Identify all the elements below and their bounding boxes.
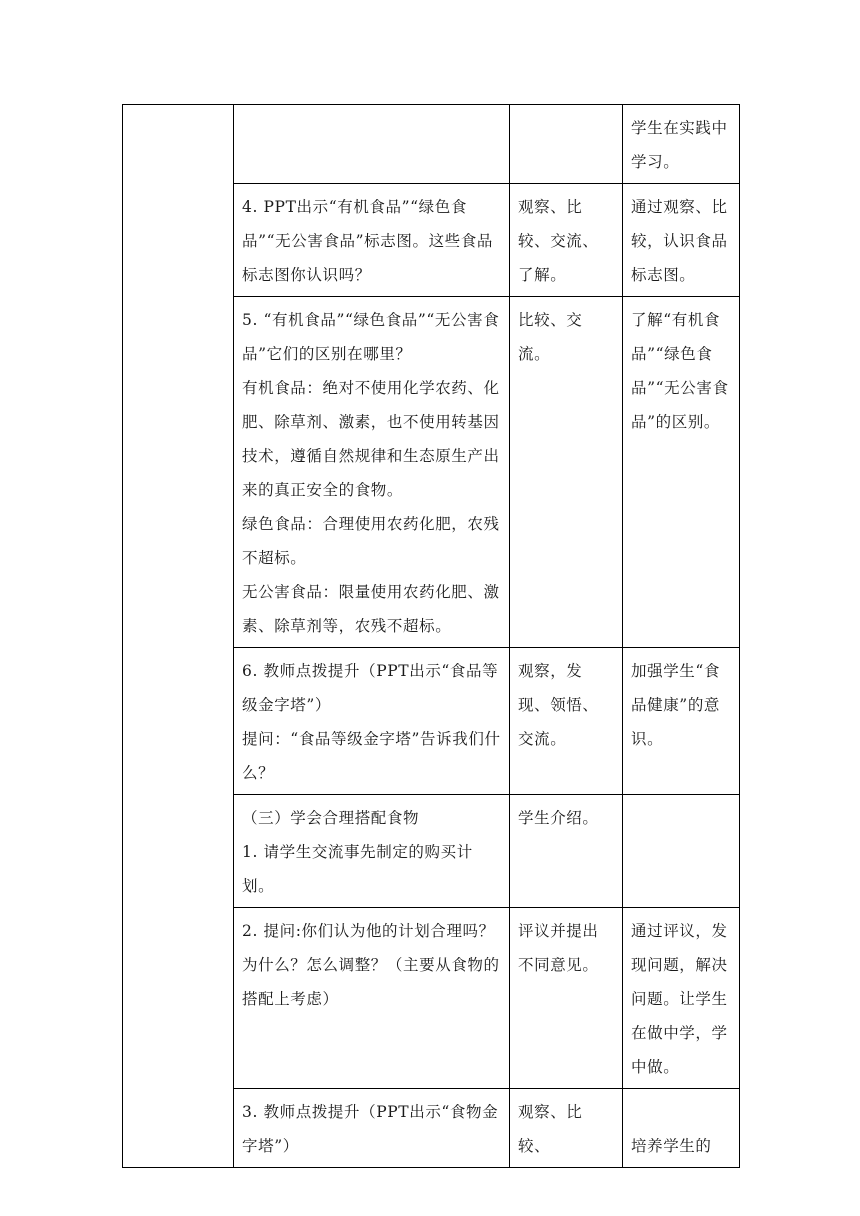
teacher-activity-cell [234, 297, 510, 648]
student-activity-cell: 学生介绍。 [510, 795, 623, 908]
lesson-plan-table [122, 104, 740, 1168]
section-heading: （三）学会合理搭配食物 [242, 809, 420, 827]
teacher-activity-cell [234, 795, 510, 908]
teacher-activity-text: 2. 提问:你们认为他的计划合理吗？为什么？怎么调整？（主要从食物的搭配上考虑） [242, 922, 500, 1008]
teacher-activity-cell [234, 908, 510, 1089]
student-activity-cell: 观察，发现、领悟、交流。 [510, 648, 623, 795]
teacher-activity-text: 提问：“食品等级金字塔”告诉我们什么？ [242, 730, 501, 782]
teacher-activity-text: 6. 教师点拨提升（PPT出示“食品等级金字塔”） [242, 662, 499, 714]
design-intent-cell: 加强学生“食品健康”的意识。 [623, 648, 740, 795]
teacher-activity-text: 4. PPT出示“有机食品”“绿色食品”“无公害食品”标志图。这些食品标志图你认识吗？ [242, 198, 493, 284]
teacher-activity-cell [234, 648, 510, 795]
student-activity-cell: 观察、比较、交流、了解。 [510, 184, 623, 297]
teacher-activity-text: 5. “有机食品”“绿色食品”“无公害食品”它们的区别在哪里？ [242, 311, 500, 363]
student-activity-cell: 比较、交流。 [510, 297, 623, 648]
teacher-activity-text: 1. 请学生交流事先制定的购买计划。 [242, 843, 473, 895]
design-intent-cell: 通过评议，发现问题，解决问题。让学生在做中学，学中做。 [623, 908, 740, 1089]
design-intent-cell: 培养学生的 [623, 1089, 740, 1168]
design-intent-cell: 学生在实践中学习。 [623, 105, 740, 184]
teacher-activity-cell [234, 1089, 510, 1168]
teacher-activity-cell [234, 105, 510, 184]
student-activity-cell: 评议并提出不同意见。 [510, 908, 623, 1089]
teacher-activity-text: 3. 教师点拨提升（PPT出示“食物金字塔”） [242, 1103, 499, 1155]
teacher-activity-cell [234, 184, 510, 297]
design-intent-cell: 了解“有机食品”“绿色食品”“无公害食品”的区别。 [623, 297, 740, 648]
design-intent-cell: 通过观察、比较，认识食品标志图。 [623, 184, 740, 297]
table-row [123, 105, 740, 184]
stage-cell [123, 105, 234, 1168]
teacher-activity-text: 绿色食品：合理使用农药化肥，农残不超标。 [242, 515, 500, 567]
teacher-activity-text: 有机食品：绝对不使用化学农药、化肥、除草剂、激素，也不使用转基因技术，遵循自然规律和生态原生产出来的真正安全的食物。 [242, 379, 500, 499]
student-activity-cell: 观察、比较、 [510, 1089, 623, 1168]
design-intent-cell [623, 795, 740, 908]
student-activity-cell [510, 105, 623, 184]
teacher-activity-text: 无公害食品：限量使用农药化肥、激素、除草剂等，农残不超标。 [242, 583, 500, 635]
